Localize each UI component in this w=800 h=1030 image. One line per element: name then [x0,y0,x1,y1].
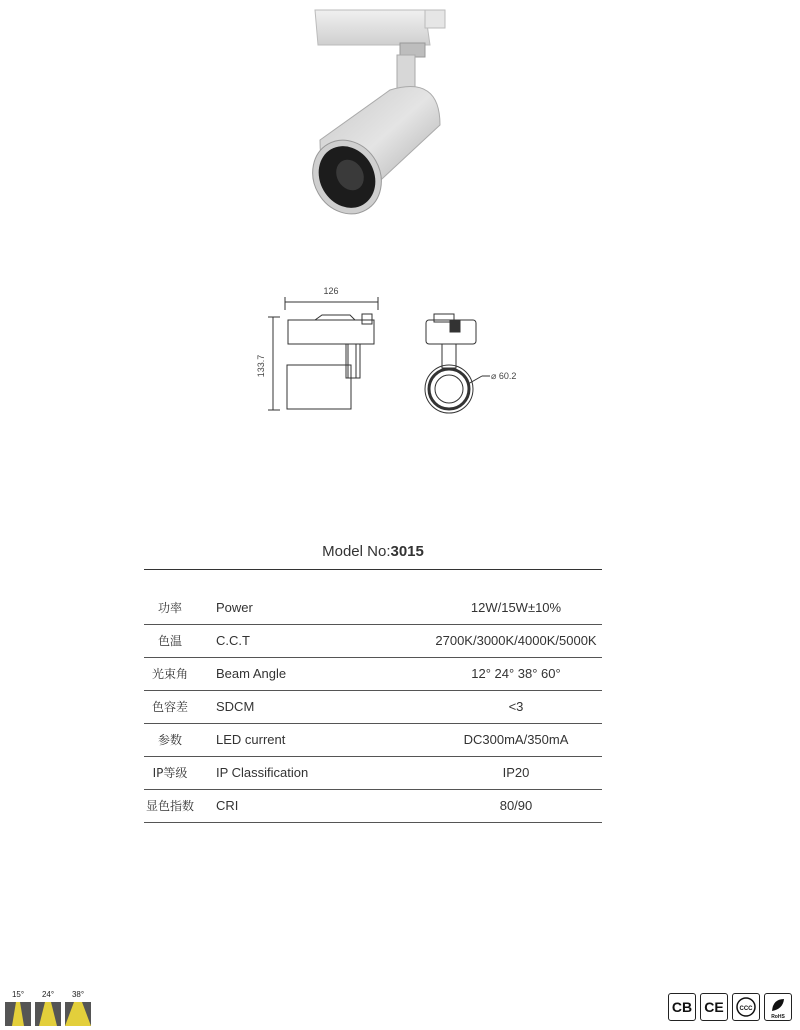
beam-label: 15° [11,990,25,999]
dimension-drawing [250,280,540,420]
beam-cone-icon [35,1002,61,1026]
spec-value: 80/90 [499,798,533,813]
product-photo [290,5,460,220]
spec-value: IP20 [502,765,530,780]
spec-label-cn: 显色指数 [145,799,194,813]
beam-cone-icon [5,1002,31,1026]
spec-value: DC300mA/350mA [463,732,569,747]
spec-label-en: IP Classification [216,765,309,780]
spec-value: 12W/15W±10% [470,600,562,615]
spec-row-led-current [144,724,602,757]
dimension-diameter: ⌀ 60.2 [491,371,517,381]
spec-row-ip [144,757,602,790]
spec-label-cn: 功率 [157,601,182,615]
ccc-logo [732,993,760,1021]
spec-row-cri [144,790,602,823]
spec-label-cn: 光束角 [151,667,188,681]
rohs-icon [765,994,791,1020]
beam-38-icon [65,990,91,1026]
svg-text:RoHS: RoHS [771,1014,785,1020]
ce-logo: CE [700,993,728,1021]
spec-row-beam-angle [144,658,602,691]
spec-label-en: Beam Angle [216,666,287,681]
spec-label-en: Power [216,600,253,615]
spec-value: 12° 24° 38° 60° [471,666,561,681]
spec-value: <3 [508,699,524,714]
model-number: 3015 [390,543,424,560]
beam-24-icon [35,990,61,1026]
model-label: Model No: [322,543,391,560]
rohs-logo [764,993,792,1021]
dimension-height: 133.7 [256,354,266,378]
spec-row-cct [144,625,602,658]
spec-value: 2700K/3000K/4000K/5000K [435,633,597,648]
spec-label-cn: 参数 [157,733,182,747]
spec-table [144,569,602,823]
spec-row-power [144,592,602,625]
cb-logo: CB [668,993,696,1021]
beam-label: 38° [71,990,85,999]
model-title [145,543,601,560]
beam-label: 24° [41,990,55,999]
svg-text:CCC: CCC [739,1006,753,1012]
spec-label-cn: 色容差 [151,700,188,714]
beam-cone-icon [65,1002,91,1026]
spec-label-en: SDCM [216,699,255,714]
spec-row-sdcm [144,691,602,724]
beam-15-icon [5,990,31,1026]
spec-label-cn: 色温 [157,634,182,648]
ccc-icon [733,994,759,1020]
spec-label-en: CRI [216,798,239,813]
spec-label-cn: IP等级 [152,766,188,780]
spec-label-en: C.C.T [216,633,250,648]
dimension-width: 126 [323,286,339,296]
spec-label-en: LED current [216,732,286,747]
